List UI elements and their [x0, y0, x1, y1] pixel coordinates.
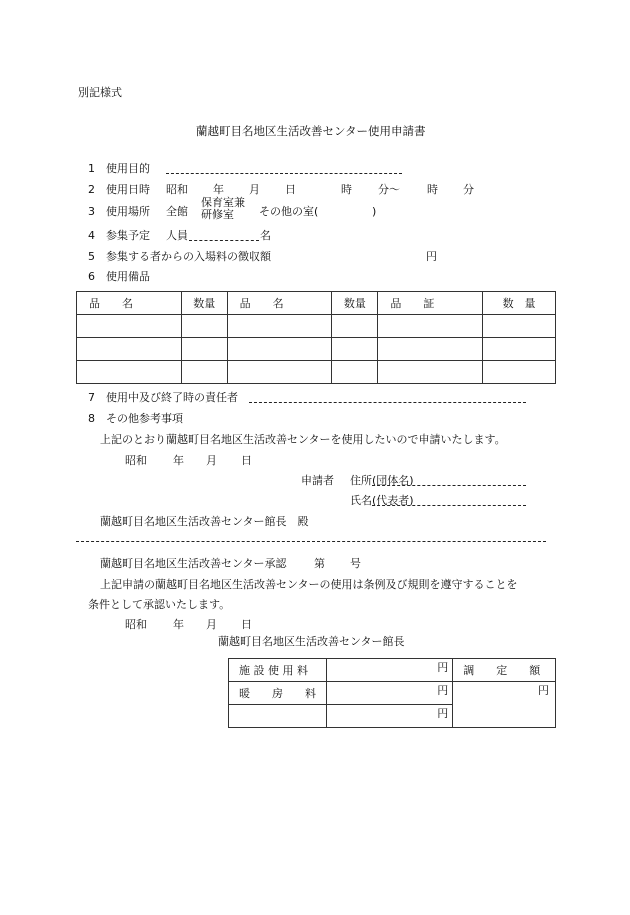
equipment-cell[interactable]	[227, 315, 332, 338]
request-date-year: 年	[173, 454, 184, 467]
item-5-label: 参集する者からの入場料の徴収額	[106, 250, 271, 263]
day-label: 日	[285, 183, 296, 196]
option-other-room-close: )	[372, 205, 377, 218]
equipment-cell[interactable]	[181, 315, 227, 338]
cut-line	[76, 541, 546, 542]
request-date-era: 昭和	[125, 454, 147, 467]
form-label: 別記様式	[78, 86, 122, 99]
addressee: 蘭越町目名地区生活改善センター館長 殿	[100, 515, 309, 528]
item-5-number: 5	[88, 250, 95, 263]
approval-date-year: 年	[173, 618, 184, 631]
equipment-header-name-1: 品 名	[77, 292, 182, 315]
era-label: 昭和	[166, 183, 188, 196]
equipment-header-name-2: 品 名	[227, 292, 332, 315]
equipment-cell[interactable]	[332, 361, 378, 384]
request-statement: 上記のとおり蘭越町目名地区生活改善センターを使用したいので申請いたします。	[100, 433, 506, 446]
year-label: 年	[213, 183, 224, 196]
item-2-number: 2	[88, 183, 95, 196]
heating-fee-label: 暖 房 料	[229, 682, 327, 705]
equipment-header-qty-3: 数 量	[483, 292, 556, 315]
admission-yen: 円	[426, 250, 437, 263]
item-4-number: 4	[88, 229, 95, 242]
table-row	[229, 682, 556, 705]
option-whole-building[interactable]: 全館	[166, 205, 188, 218]
month-label: 月	[249, 183, 260, 196]
request-date-day: 日	[241, 454, 252, 467]
approval-title: 蘭越町目名地区生活改善センター承認	[100, 557, 287, 570]
equipment-cell[interactable]	[332, 338, 378, 361]
equipment-cell[interactable]	[483, 338, 556, 361]
table-row	[229, 659, 556, 682]
item-3-number: 3	[88, 205, 95, 218]
responsible-person-field[interactable]	[249, 402, 526, 403]
facility-fee-label: 施 設 使 用 料	[229, 659, 327, 682]
facility-fee-cell[interactable]	[326, 659, 453, 682]
assessed-amount-cell[interactable]	[453, 682, 556, 728]
applicant-name-field[interactable]	[372, 505, 526, 506]
equipment-cell[interactable]	[227, 361, 332, 384]
equipment-table	[76, 291, 556, 384]
purpose-field[interactable]	[166, 173, 402, 174]
heating-fee-cell[interactable]	[326, 682, 453, 705]
equipment-header-qty-2: 数量	[332, 292, 378, 315]
item-7-number: 7	[88, 391, 95, 404]
approval-no-suffix: 号	[350, 557, 361, 570]
equipment-cell[interactable]	[483, 315, 556, 338]
blank-fee-label	[229, 705, 327, 728]
hour-label: 時	[341, 183, 352, 196]
equipment-header-name-3: 品 証	[378, 292, 483, 315]
applicant-address-field[interactable]	[372, 485, 526, 486]
equipment-cell[interactable]	[77, 338, 182, 361]
item-1-number: 1	[88, 162, 95, 175]
applicant-address-label: 住所(団体名)	[350, 474, 414, 487]
minute-to-label: 分	[463, 183, 474, 196]
document-title: 蘭越町目名地区生活改善センター使用申請書	[196, 124, 426, 138]
applicant-label: 申請者	[301, 474, 334, 487]
total-fee-cell[interactable]	[326, 705, 453, 728]
option-other-room[interactable]: その他の室(	[259, 205, 319, 218]
table-row	[77, 361, 556, 384]
people-count-field[interactable]	[189, 240, 259, 241]
people-unit: 名	[260, 229, 271, 242]
item-4-label: 参集予定	[106, 229, 150, 242]
equipment-cell[interactable]	[378, 315, 483, 338]
approval-date-era: 昭和	[125, 618, 147, 631]
equipment-cell[interactable]	[483, 361, 556, 384]
item-2-label: 使用日時	[106, 183, 150, 196]
item-8-number: 8	[88, 412, 95, 425]
approval-text-line2: 条件として承認いたします。	[88, 598, 231, 611]
minute-from-label: 分〜	[378, 183, 400, 196]
equipment-cell[interactable]	[332, 315, 378, 338]
approval-text-line1: 上記申請の蘭越町目名地区生活改善センターの使用は条例及び規則を遵守することを	[100, 578, 518, 591]
table-row	[77, 315, 556, 338]
approval-date-month: 月	[206, 618, 217, 631]
equipment-cell[interactable]	[77, 361, 182, 384]
item-8-label: その他参考事項	[106, 412, 183, 425]
yen-unit: 円	[437, 684, 449, 697]
option-nursery-room-b[interactable]: 研修室	[201, 208, 234, 221]
equipment-cell[interactable]	[181, 361, 227, 384]
option-nursery-room-a[interactable]: 保育室兼	[201, 196, 245, 209]
equipment-cell[interactable]	[378, 338, 483, 361]
request-date-month: 月	[206, 454, 217, 467]
applicant-name-label: 氏名(代表者)	[350, 494, 414, 507]
yen-unit: 円	[437, 707, 449, 720]
item-7-label: 使用中及び終了時の責任者	[106, 391, 238, 404]
fee-table	[228, 658, 556, 728]
hour-to-label: 時	[427, 183, 438, 196]
yen-unit: 円	[437, 661, 449, 674]
approval-date-day: 日	[241, 618, 252, 631]
approval-no-prefix: 第	[314, 557, 325, 570]
equipment-cell[interactable]	[77, 315, 182, 338]
item-6-label: 使用備品	[106, 270, 150, 283]
equipment-cell[interactable]	[181, 338, 227, 361]
yen-unit: 円	[538, 684, 549, 697]
people-label: 人員	[166, 229, 188, 242]
table-row	[77, 338, 556, 361]
item-1-label: 使用目的	[106, 162, 150, 175]
item-3-label: 使用場所	[106, 205, 150, 218]
item-6-number: 6	[88, 270, 95, 283]
approval-issuer: 蘭越町目名地区生活改善センター館長	[218, 635, 405, 648]
assessed-amount-label: 調 定 額	[453, 659, 556, 682]
equipment-header-qty-1: 数量	[181, 292, 227, 315]
equipment-cell[interactable]	[227, 338, 332, 361]
equipment-cell[interactable]	[378, 361, 483, 384]
